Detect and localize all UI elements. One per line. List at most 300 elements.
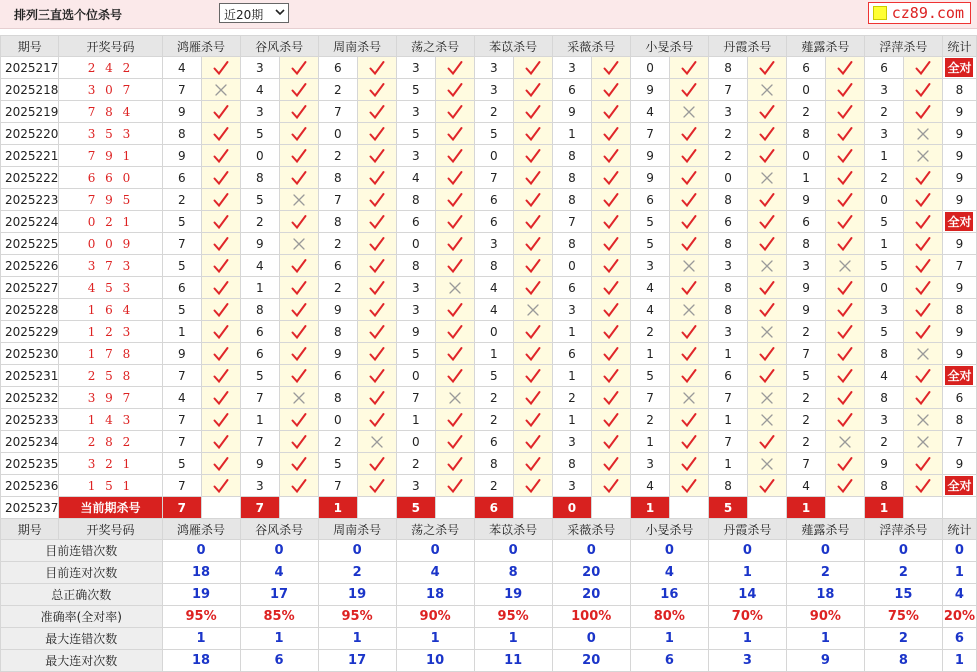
check-icon [447, 346, 463, 362]
kill-number-cell: 8 [474, 255, 513, 277]
kill-number-cell: 7 [318, 101, 357, 123]
kill-number-cell: 4 [630, 299, 669, 321]
range-select[interactable] [219, 3, 289, 23]
check-icon [213, 148, 229, 164]
check-icon [291, 104, 307, 120]
kill-number-cell: 3 [864, 299, 903, 321]
kill-number-cell: 5 [630, 233, 669, 255]
current-kill-number: 1 [864, 497, 903, 519]
result-mark-cell [358, 233, 397, 255]
kill-number-cell: 7 [162, 431, 201, 453]
check-icon [603, 302, 619, 318]
kill-number-cell: 1 [630, 431, 669, 453]
stats-row [1, 628, 977, 650]
result-mark-cell [279, 211, 318, 233]
kill-number-cell: 3 [552, 475, 592, 497]
check-icon [603, 82, 619, 98]
result-mark-cell [514, 387, 553, 409]
kill-number-cell: 9 [630, 79, 669, 101]
result-mark-cell [514, 255, 553, 277]
result-mark-cell [748, 189, 787, 211]
draw-number-cell: 1 6 4 [59, 299, 162, 321]
result-mark-cell [201, 211, 240, 233]
result-mark-cell [279, 409, 318, 431]
result-mark-cell [592, 145, 631, 167]
result-mark-cell [748, 57, 787, 79]
col-header-killer: 苯苡杀号 [474, 519, 552, 540]
cross-icon [759, 324, 775, 340]
result-mark-cell [436, 277, 475, 299]
kill-number-cell: 7 [162, 475, 201, 497]
result-mark-cell [748, 475, 787, 497]
stats-value: 0 [162, 540, 240, 562]
stats-value: 95% [162, 606, 240, 628]
current-kill-number: 0 [552, 497, 592, 519]
check-icon [291, 434, 307, 450]
kill-number-cell: 8 [708, 189, 747, 211]
check-icon [915, 478, 931, 494]
stats-value: 1 [708, 562, 786, 584]
kill-number-cell: 1 [474, 343, 513, 365]
kill-number-cell: 7 [786, 453, 825, 475]
kill-number-cell: 7 [318, 475, 357, 497]
check-icon [213, 60, 229, 76]
result-mark-cell [670, 79, 709, 101]
check-icon [837, 412, 853, 428]
kill-number-cell: 2 [552, 387, 592, 409]
result-mark-cell [826, 387, 865, 409]
result-mark-cell [201, 167, 240, 189]
result-mark-cell [904, 189, 943, 211]
result-mark-cell [670, 277, 709, 299]
stat-cell [942, 365, 976, 387]
result-mark-cell [279, 189, 318, 211]
result-mark-cell [826, 409, 865, 431]
col-header-killer: 鸿雁杀号 [162, 36, 240, 57]
check-icon [291, 412, 307, 428]
result-mark-cell [592, 453, 631, 475]
check-icon [837, 126, 853, 142]
result-mark-cell [201, 233, 240, 255]
stats-value: 19 [318, 584, 396, 606]
check-icon [291, 324, 307, 340]
result-mark-cell [592, 101, 631, 123]
check-icon [447, 434, 463, 450]
all-right-badge: 全对 [945, 476, 973, 495]
kill-number-cell: 8 [708, 277, 747, 299]
stats-value: 3 [708, 650, 786, 672]
result-mark-cell [748, 343, 787, 365]
result-mark-cell [201, 123, 240, 145]
kill-number-cell: 7 [708, 431, 747, 453]
kill-number-cell: 8 [708, 57, 747, 79]
stat-cell: 9 [942, 145, 976, 167]
cross-icon [525, 302, 541, 318]
check-icon [681, 60, 697, 76]
stats-value: 9 [786, 650, 864, 672]
kill-number-cell: 8 [552, 189, 592, 211]
result-mark-cell [436, 233, 475, 255]
draw-number-cell: 2 4 2 [59, 57, 162, 79]
stat-cell: 7 [942, 255, 976, 277]
result-mark-cell [358, 145, 397, 167]
kill-number-cell: 6 [630, 189, 669, 211]
kill-number-cell: 0 [864, 189, 903, 211]
stats-value: 0 [708, 540, 786, 562]
result-mark-cell [592, 387, 631, 409]
check-icon [447, 412, 463, 428]
check-icon [915, 170, 931, 186]
result-mark-cell [748, 321, 787, 343]
check-icon [915, 82, 931, 98]
result-mark-cell [358, 101, 397, 123]
result-mark-cell [514, 101, 553, 123]
kill-number-cell: 2 [786, 321, 825, 343]
kill-number-cell: 7 [630, 123, 669, 145]
result-mark-cell [748, 167, 787, 189]
kill-number-cell: 0 [630, 57, 669, 79]
check-icon [915, 60, 931, 76]
stats-label: 目前连错次数 [1, 540, 163, 562]
site-logo[interactable] [868, 2, 971, 24]
col-header-killer: 谷风杀号 [240, 36, 318, 57]
result-mark-cell [358, 299, 397, 321]
cross-icon [681, 104, 697, 120]
kill-number-cell: 3 [708, 255, 747, 277]
result-mark-cell [436, 211, 475, 233]
kill-number-cell: 8 [708, 299, 747, 321]
result-mark-cell [748, 145, 787, 167]
draw-number-cell: 0 2 1 [59, 211, 162, 233]
col-header-killer: 荡之杀号 [396, 36, 474, 57]
kill-number-cell: 6 [240, 321, 279, 343]
kill-number-cell: 6 [240, 343, 279, 365]
col-header-killer: 薤露杀号 [786, 36, 864, 57]
draw-number-cell: 7 9 1 [59, 145, 162, 167]
kill-number-cell: 7 [162, 365, 201, 387]
check-icon [213, 126, 229, 142]
kill-number-cell: 3 [396, 145, 435, 167]
kill-table [0, 35, 977, 672]
check-icon [291, 368, 307, 384]
result-mark-cell [748, 453, 787, 475]
check-icon [525, 192, 541, 208]
period-cell: 2025226 [1, 255, 59, 277]
check-icon [681, 214, 697, 230]
stats-value: 0 [864, 540, 942, 562]
table-row [1, 189, 977, 211]
result-mark-cell [904, 343, 943, 365]
check-icon [603, 368, 619, 384]
result-mark-cell [592, 277, 631, 299]
stat-cell: 9 [942, 343, 976, 365]
table-row [1, 145, 977, 167]
kill-number-cell: 5 [474, 123, 513, 145]
table-row [1, 365, 977, 387]
stats-row [1, 584, 977, 606]
result-mark-cell [436, 431, 475, 453]
result-mark-cell [279, 167, 318, 189]
stats-label: 准确率(全对率) [1, 606, 163, 628]
kill-number-cell: 2 [630, 321, 669, 343]
result-mark-cell [201, 453, 240, 475]
period-cell: 2025229 [1, 321, 59, 343]
table-row [1, 57, 977, 79]
result-mark-cell [201, 431, 240, 453]
kill-number-cell: 0 [240, 145, 279, 167]
current-kill-number: 1 [318, 497, 357, 519]
result-mark-cell [592, 475, 631, 497]
kill-number-cell: 3 [396, 277, 435, 299]
stats-value: 1 [786, 628, 864, 650]
result-mark-cell [358, 123, 397, 145]
check-icon [915, 280, 931, 296]
check-icon [837, 302, 853, 318]
stat-cell [942, 211, 976, 233]
kill-number-cell: 8 [552, 233, 592, 255]
result-mark-cell [201, 387, 240, 409]
chevron-down-icon [275, 7, 285, 17]
check-icon [603, 60, 619, 76]
draw-number-cell: 1 4 3 [59, 409, 162, 431]
check-icon [213, 214, 229, 230]
cross-icon [759, 390, 775, 406]
stat-cell: 9 [942, 189, 976, 211]
table-row [1, 255, 977, 277]
kill-number-cell: 0 [474, 321, 513, 343]
check-icon [447, 214, 463, 230]
period-cell: 2025223 [1, 189, 59, 211]
stat-cell: 7 [942, 431, 976, 453]
check-icon [525, 170, 541, 186]
kill-number-cell: 3 [240, 475, 279, 497]
result-mark-cell [279, 57, 318, 79]
stats-value: 1 [396, 628, 474, 650]
result-mark-cell [826, 123, 865, 145]
kill-number-cell: 6 [786, 57, 825, 79]
stats-value: 20 [552, 584, 630, 606]
result-mark-cell [279, 299, 318, 321]
kill-number-cell: 4 [240, 79, 279, 101]
stats-value: 19 [474, 584, 552, 606]
result-mark-cell [826, 167, 865, 189]
kill-number-cell: 6 [162, 277, 201, 299]
kill-number-cell: 4 [630, 475, 669, 497]
check-icon [759, 302, 775, 318]
col-header-killer: 浮萍杀号 [864, 36, 942, 57]
kill-number-cell: 1 [708, 453, 747, 475]
kill-number-cell: 0 [318, 409, 357, 431]
kill-number-cell: 3 [708, 321, 747, 343]
result-mark-cell [592, 321, 631, 343]
result-mark-cell [201, 145, 240, 167]
kill-number-cell: 3 [864, 79, 903, 101]
period-cell: 2025236 [1, 475, 59, 497]
stats-value: 17 [240, 584, 318, 606]
top-bar [0, 0, 977, 29]
kill-number-cell: 8 [708, 475, 747, 497]
current-empty-cell [826, 497, 865, 519]
kill-number-cell: 5 [240, 189, 279, 211]
check-icon [213, 280, 229, 296]
result-mark-cell [904, 101, 943, 123]
kill-number-cell: 1 [864, 233, 903, 255]
check-icon [291, 280, 307, 296]
kill-number-cell: 5 [396, 343, 435, 365]
kill-number-cell: 5 [786, 365, 825, 387]
stat-cell: 9 [942, 321, 976, 343]
result-mark-cell [201, 475, 240, 497]
check-icon [213, 170, 229, 186]
kill-number-cell: 1 [162, 321, 201, 343]
check-icon [525, 148, 541, 164]
result-mark-cell [358, 255, 397, 277]
kill-number-cell: 8 [864, 343, 903, 365]
check-icon [213, 478, 229, 494]
kill-number-cell: 5 [162, 453, 201, 475]
result-mark-cell [279, 123, 318, 145]
result-mark-cell [592, 409, 631, 431]
check-icon [603, 280, 619, 296]
result-mark-cell [748, 431, 787, 453]
kill-number-cell: 8 [786, 123, 825, 145]
result-mark-cell [670, 101, 709, 123]
result-mark-cell [826, 189, 865, 211]
table-row [1, 167, 977, 189]
stats-value: 90% [396, 606, 474, 628]
stats-value: 80% [630, 606, 708, 628]
result-mark-cell [670, 145, 709, 167]
kill-number-cell: 1 [552, 123, 592, 145]
period-cell: 2025227 [1, 277, 59, 299]
kill-number-cell: 2 [474, 101, 513, 123]
kill-number-cell: 3 [864, 409, 903, 431]
result-mark-cell [514, 79, 553, 101]
kill-number-cell: 0 [708, 167, 747, 189]
result-mark-cell [436, 365, 475, 387]
kill-number-cell: 9 [630, 145, 669, 167]
check-icon [915, 302, 931, 318]
result-mark-cell [748, 365, 787, 387]
kill-number-cell: 0 [396, 431, 435, 453]
current-kill-number: 7 [240, 497, 279, 519]
check-icon [837, 148, 853, 164]
stats-value: 18 [786, 584, 864, 606]
check-icon [837, 236, 853, 252]
check-icon [759, 236, 775, 252]
all-right-badge: 全对 [945, 366, 973, 385]
stats-value: 6 [240, 650, 318, 672]
check-icon [837, 478, 853, 494]
check-icon [603, 456, 619, 472]
check-icon [525, 280, 541, 296]
check-icon [369, 60, 385, 76]
period-cell: 2025235 [1, 453, 59, 475]
check-icon [525, 346, 541, 362]
kill-number-cell: 4 [396, 167, 435, 189]
kill-number-cell: 6 [864, 57, 903, 79]
result-mark-cell [358, 343, 397, 365]
stat-cell: 9 [942, 123, 976, 145]
kill-number-cell: 1 [552, 409, 592, 431]
stats-value: 1 [162, 628, 240, 650]
check-icon [447, 236, 463, 252]
kill-number-cell: 3 [396, 475, 435, 497]
kill-number-cell: 5 [630, 211, 669, 233]
cross-icon [915, 148, 931, 164]
col-header-killer: 采薇杀号 [552, 519, 630, 540]
check-icon [603, 214, 619, 230]
cross-icon [759, 412, 775, 428]
col-header-killer: 鸿雁杀号 [162, 519, 240, 540]
result-mark-cell [904, 123, 943, 145]
result-mark-cell [514, 453, 553, 475]
stats-row [1, 540, 977, 562]
kill-number-cell: 0 [786, 79, 825, 101]
check-icon [681, 368, 697, 384]
period-cell: 2025219 [1, 101, 59, 123]
kill-number-cell: 1 [708, 343, 747, 365]
check-icon [447, 126, 463, 142]
result-mark-cell [514, 299, 553, 321]
kill-number-cell: 3 [396, 299, 435, 321]
table-row [1, 343, 977, 365]
check-icon [291, 214, 307, 230]
result-mark-cell [592, 365, 631, 387]
draw-number-cell: 3 0 7 [59, 79, 162, 101]
table-row [1, 101, 977, 123]
period-cell: 2025222 [1, 167, 59, 189]
draw-number-cell: 2 5 8 [59, 365, 162, 387]
result-mark-cell [514, 409, 553, 431]
kill-number-cell: 3 [396, 57, 435, 79]
check-icon [447, 170, 463, 186]
kill-number-cell: 3 [240, 101, 279, 123]
check-icon [759, 148, 775, 164]
col-header-killer: 荡之杀号 [396, 519, 474, 540]
check-icon [369, 280, 385, 296]
check-icon [915, 324, 931, 340]
cross-icon [681, 302, 697, 318]
col-header-killer: 苯苡杀号 [474, 36, 552, 57]
check-icon [525, 258, 541, 274]
current-empty-cell [358, 497, 397, 519]
result-mark-cell [904, 57, 943, 79]
result-mark-cell [279, 475, 318, 497]
cross-icon [915, 434, 931, 450]
cross-icon [837, 434, 853, 450]
current-empty-cell [514, 497, 553, 519]
current-kill-number: 5 [708, 497, 747, 519]
check-icon [681, 126, 697, 142]
stats-value: 2 [864, 628, 942, 650]
stats-value: 15 [864, 584, 942, 606]
check-icon [213, 434, 229, 450]
check-icon [291, 456, 307, 472]
check-icon [291, 60, 307, 76]
kill-number-cell: 7 [396, 387, 435, 409]
kill-number-cell: 2 [786, 101, 825, 123]
kill-number-cell: 2 [786, 409, 825, 431]
kill-number-cell: 6 [318, 57, 357, 79]
kill-number-cell: 1 [786, 167, 825, 189]
result-mark-cell [279, 453, 318, 475]
result-mark-cell [436, 321, 475, 343]
result-mark-cell [670, 57, 709, 79]
kill-number-cell: 6 [708, 211, 747, 233]
kill-number-cell: 8 [318, 211, 357, 233]
result-mark-cell [904, 145, 943, 167]
